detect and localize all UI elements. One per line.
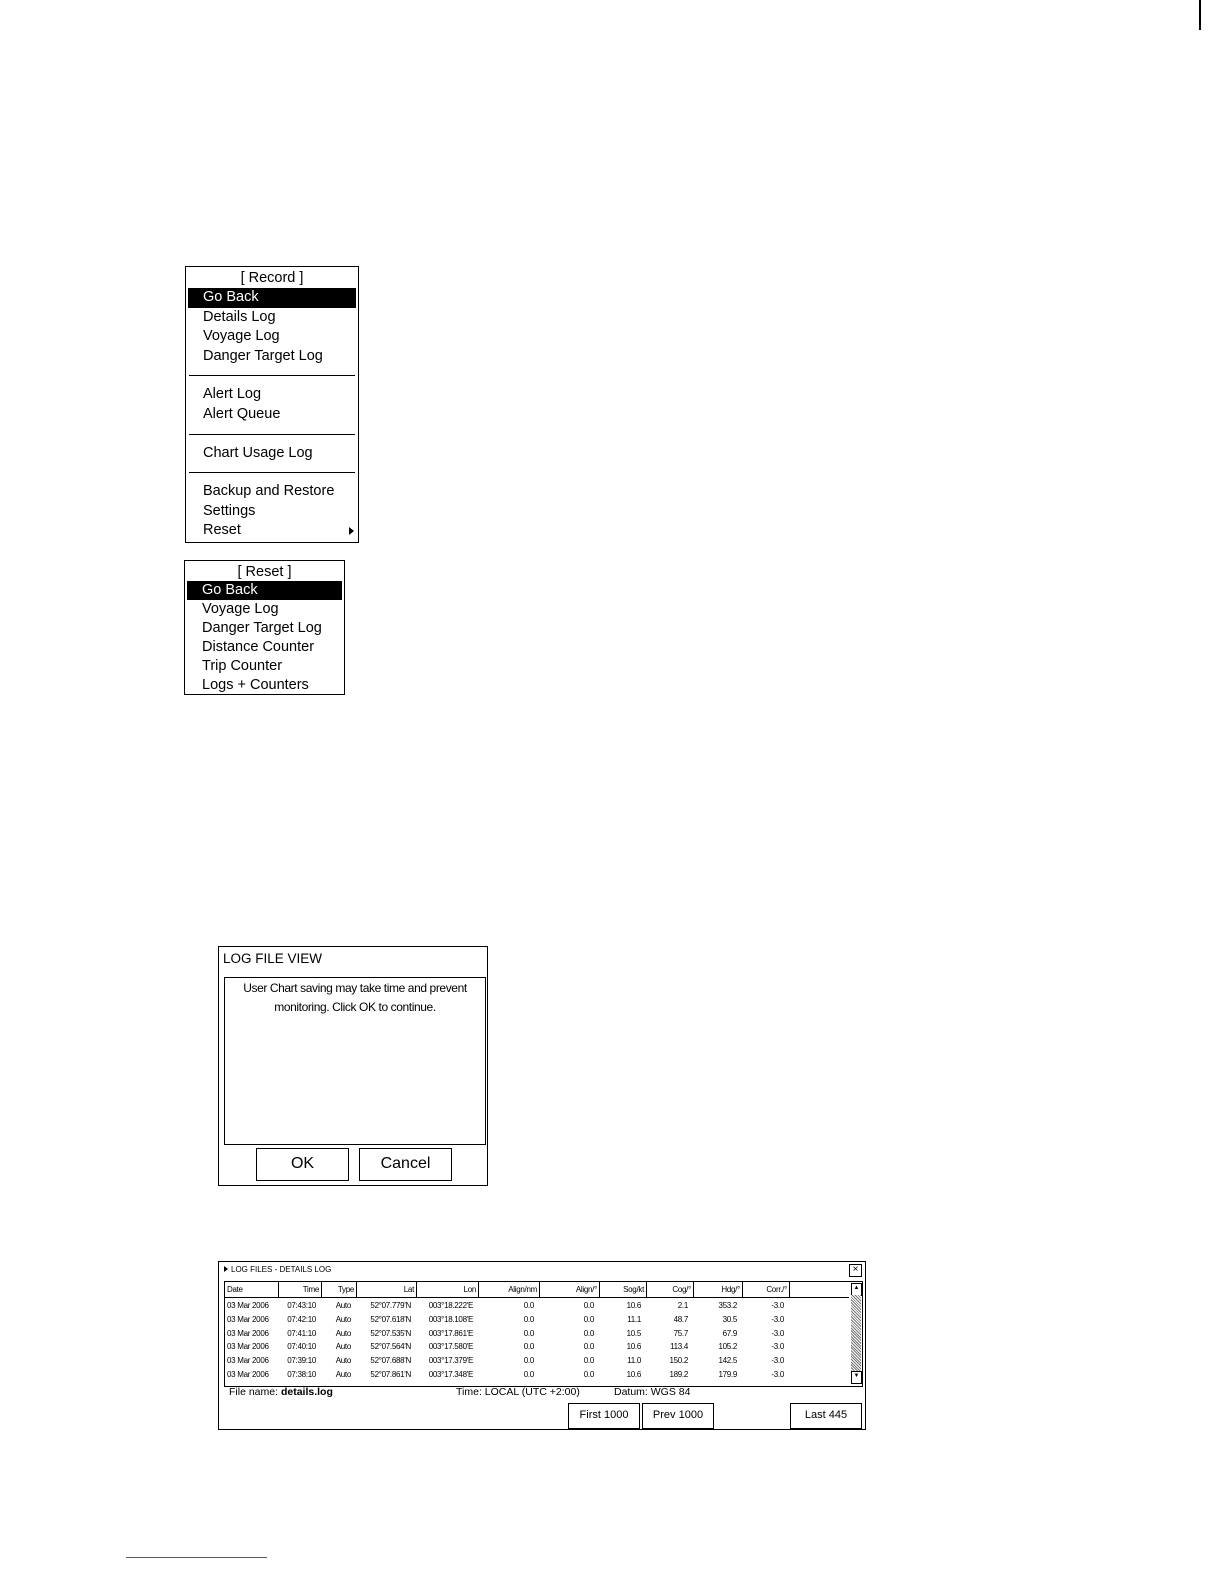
scroll-up-icon[interactable]: ▲ [851, 1283, 862, 1296]
record-menu-item-label: Reset [203, 522, 241, 539]
column-header-corr[interactable]: Corr./° [743, 1282, 790, 1297]
table-cell-lat: 52°07.861'N [370, 1370, 411, 1379]
table-cell-corr: -3.0 [771, 1328, 784, 1338]
column-header-lon[interactable]: Lon [417, 1282, 479, 1297]
table-cell-hdg: 179.9 [718, 1370, 737, 1379]
record-menu-item-alert-log[interactable] [188, 385, 356, 405]
column-header-hdg[interactable]: Hdg/° [694, 1282, 743, 1297]
table-cell-cog: 189.2 [669, 1370, 688, 1379]
table-cell-cog: 113.4 [670, 1342, 688, 1352]
reset-menu [184, 560, 345, 695]
table-cell-type: Auto [335, 1356, 351, 1366]
table-cell-lon: 003°18.108'E [428, 1314, 473, 1324]
table-row[interactable] [225, 1354, 849, 1368]
time-label: Time: [456, 1386, 482, 1398]
menu-separator [189, 434, 355, 435]
table-cell-date: 03 Mar 2006 [227, 1370, 269, 1379]
column-header-time[interactable]: Time [279, 1282, 322, 1297]
log-table [224, 1281, 863, 1387]
prev-1000-button[interactable]: Prev 1000 [642, 1403, 714, 1429]
time-value: LOCAL (UTC +2:00) [484, 1386, 580, 1398]
submenu-arrow-icon [349, 527, 354, 535]
column-header-type[interactable]: Type [322, 1282, 357, 1297]
table-cell-corr: -3.0 [771, 1356, 784, 1366]
table-cell-time: 07:41:10 [287, 1328, 316, 1338]
dialog-message-line-1: User Chart saving may take time and prevent [243, 981, 467, 995]
table-cell-lat: 52°07.535'N [370, 1328, 411, 1338]
reset-menu-item-danger-target-log[interactable]: Danger Target Log [202, 620, 322, 636]
table-row[interactable] [225, 1340, 849, 1354]
column-header-sog-kt[interactable]: Sog/kt [600, 1282, 647, 1297]
collapse-triangle-icon[interactable] [224, 1266, 228, 1272]
record-menu-item-go-back[interactable] [188, 288, 356, 308]
table-cell-align: 0.0 [583, 1301, 594, 1310]
log-window-title [224, 1263, 331, 1277]
table-row[interactable] [225, 1299, 849, 1313]
record-menu-item-backup-and-restore[interactable] [188, 482, 356, 502]
table-cell-hdg: 30.5 [722, 1314, 737, 1324]
datum-label: Datum: [614, 1386, 648, 1398]
footer-link-underline [126, 1557, 267, 1558]
record-menu [185, 266, 359, 543]
record-menu-item-reset[interactable] [188, 521, 356, 541]
record-menu-item-label: Details Log [203, 308, 276, 325]
table-cell-align: 0.0 [583, 1370, 594, 1379]
log-file-view-dialog [218, 946, 488, 1186]
table-cell-align: 0.0 [583, 1356, 594, 1366]
record-menu-item-chart-usage-log[interactable] [188, 444, 356, 464]
menu-separator [189, 375, 355, 376]
record-menu-item-label: Voyage Log [203, 328, 280, 345]
log-window-title-text: LOG FILES - DETAILS LOG [231, 1265, 332, 1274]
table-cell-type: Auto [335, 1328, 351, 1338]
table-row[interactable] [225, 1327, 849, 1341]
reset-menu-item-logs-counters[interactable]: Logs + Counters [202, 677, 309, 693]
log-table-header [225, 1282, 849, 1298]
page-edge-rule [1199, 0, 1201, 30]
table-cell-align-nm: 0.0 [523, 1342, 534, 1352]
record-menu-item-label: Backup and Restore [203, 483, 335, 500]
table-cell-type: Auto [335, 1342, 351, 1352]
vertical-scrollbar[interactable] [850, 1282, 862, 1384]
table-cell-corr: -3.0 [771, 1370, 784, 1379]
time-info [456, 1386, 580, 1398]
table-cell-cog: 48.7 [673, 1314, 688, 1324]
table-cell-align-nm: 0.0 [523, 1370, 534, 1379]
record-menu-item-details-log[interactable] [188, 308, 356, 328]
table-cell-time: 07:43:10 [287, 1301, 316, 1310]
ok-button[interactable]: OK [256, 1148, 349, 1181]
table-cell-cog: 75.7 [673, 1328, 688, 1338]
last-445-button[interactable]: Last 445 [790, 1403, 862, 1429]
scroll-track[interactable] [851, 1295, 861, 1371]
datum-value: WGS 84 [650, 1386, 691, 1398]
record-menu-item-voyage-log[interactable] [188, 327, 356, 347]
first-1000-button[interactable]: First 1000 [568, 1403, 640, 1429]
table-cell-cog: 2.1 [677, 1301, 688, 1310]
record-menu-item-label: Settings [203, 502, 256, 519]
table-cell-hdg: 67.9 [722, 1328, 737, 1338]
table-cell-corr: -3.0 [771, 1301, 784, 1310]
table-cell-corr: -3.0 [771, 1342, 784, 1352]
table-cell-time: 07:42:10 [287, 1314, 316, 1324]
table-cell-sog-kt: 11.1 [627, 1314, 641, 1324]
scroll-down-icon[interactable]: ▼ [851, 1371, 862, 1384]
table-cell-hdg: 142.5 [718, 1356, 737, 1366]
column-header-align-nm[interactable]: Align/nm [479, 1282, 540, 1297]
column-header-date[interactable]: Date [225, 1282, 279, 1297]
column-header-align[interactable]: Align/° [540, 1282, 600, 1297]
record-menu-item-label: Chart Usage Log [203, 444, 313, 461]
table-cell-align-nm: 0.0 [523, 1301, 534, 1310]
table-cell-lat: 52°07.779'N [370, 1301, 411, 1310]
record-menu-item-label: Alert Queue [203, 405, 281, 422]
table-cell-hdg: 105.2 [718, 1342, 737, 1352]
reset-menu-item-voyage-log[interactable]: Voyage Log [202, 601, 279, 617]
record-menu-title: [ Record ] [240, 270, 304, 286]
table-row[interactable] [225, 1313, 849, 1327]
table-cell-lat: 52°07.688'N [370, 1356, 411, 1366]
table-cell-type: Auto [335, 1314, 351, 1324]
table-cell-corr: -3.0 [771, 1314, 784, 1324]
record-menu-item-alert-queue[interactable] [188, 405, 356, 425]
dialog-message-line-2: monitoring. Click OK to continue. [274, 1000, 436, 1014]
file-name-info [229, 1386, 333, 1398]
table-cell-lat: 52°07.618'N [370, 1314, 411, 1324]
table-cell-type: Auto [335, 1370, 351, 1379]
table-row[interactable] [225, 1368, 849, 1382]
table-cell-sog-kt: 11.0 [627, 1356, 641, 1366]
table-cell-lat: 52°07.564'N [370, 1342, 411, 1352]
table-cell-hdg: 353.2 [718, 1301, 737, 1310]
reset-menu-item-trip-counter[interactable]: Trip Counter [202, 658, 283, 674]
table-cell-align-nm: 0.0 [523, 1356, 534, 1366]
reset-menu-title: [ Reset ] [237, 564, 292, 580]
close-icon[interactable]: × [849, 1264, 862, 1277]
table-cell-time: 07:39:10 [287, 1356, 316, 1366]
table-cell-sog-kt: 10.5 [626, 1328, 641, 1338]
table-cell-date: 03 Mar 2006 [227, 1342, 269, 1352]
dialog-title: LOG FILE VIEW [223, 951, 323, 966]
record-menu-item-label: Danger Target Log [203, 347, 323, 364]
table-cell-lon: 003°17.379'E [428, 1356, 473, 1366]
column-header-cog[interactable]: Cog/° [647, 1282, 694, 1297]
reset-menu-item-go-back[interactable]: Go Back [187, 581, 342, 600]
table-cell-align: 0.0 [583, 1328, 594, 1338]
dialog-message [224, 977, 486, 1145]
table-cell-align-nm: 0.0 [523, 1314, 534, 1324]
file-name-value: details.log [280, 1386, 333, 1398]
table-cell-lon: 003°17.861'E [428, 1328, 473, 1338]
table-cell-type: Auto [335, 1301, 351, 1310]
file-name-label: File name: [229, 1386, 279, 1398]
record-menu-item-label: Alert Log [203, 386, 262, 403]
log-files-window [218, 1261, 866, 1430]
table-cell-sog-kt: 10.6 [626, 1370, 641, 1379]
record-menu-item-settings[interactable] [188, 502, 356, 522]
table-cell-date: 03 Mar 2006 [227, 1356, 269, 1366]
reset-menu-item-distance-counter[interactable]: Distance Counter [202, 639, 315, 655]
table-cell-sog-kt: 10.6 [626, 1301, 641, 1310]
table-cell-lon: 003°17.580'E [428, 1342, 473, 1352]
table-cell-lon: 003°18.222'E [428, 1301, 473, 1310]
table-cell-sog-kt: 10.6 [626, 1342, 641, 1352]
table-cell-lon: 003°17.348'E [428, 1370, 473, 1379]
table-cell-align: 0.0 [583, 1314, 594, 1324]
table-cell-align-nm: 0.0 [523, 1328, 534, 1338]
menu-separator [189, 472, 355, 473]
datum-info [614, 1386, 690, 1398]
table-cell-date: 03 Mar 2006 [227, 1301, 269, 1310]
table-cell-date: 03 Mar 2006 [227, 1314, 269, 1324]
table-cell-cog: 150.2 [669, 1356, 688, 1366]
table-cell-time: 07:40:10 [287, 1342, 316, 1352]
record-menu-item-danger-target-log[interactable] [188, 347, 356, 367]
table-cell-align: 0.0 [583, 1342, 594, 1352]
record-menu-item-label: Go Back [203, 289, 259, 305]
column-header-lat[interactable]: Lat [357, 1282, 417, 1297]
cancel-button[interactable]: Cancel [359, 1148, 452, 1181]
table-cell-time: 07:38:10 [287, 1370, 316, 1379]
table-cell-date: 03 Mar 2006 [227, 1328, 269, 1338]
